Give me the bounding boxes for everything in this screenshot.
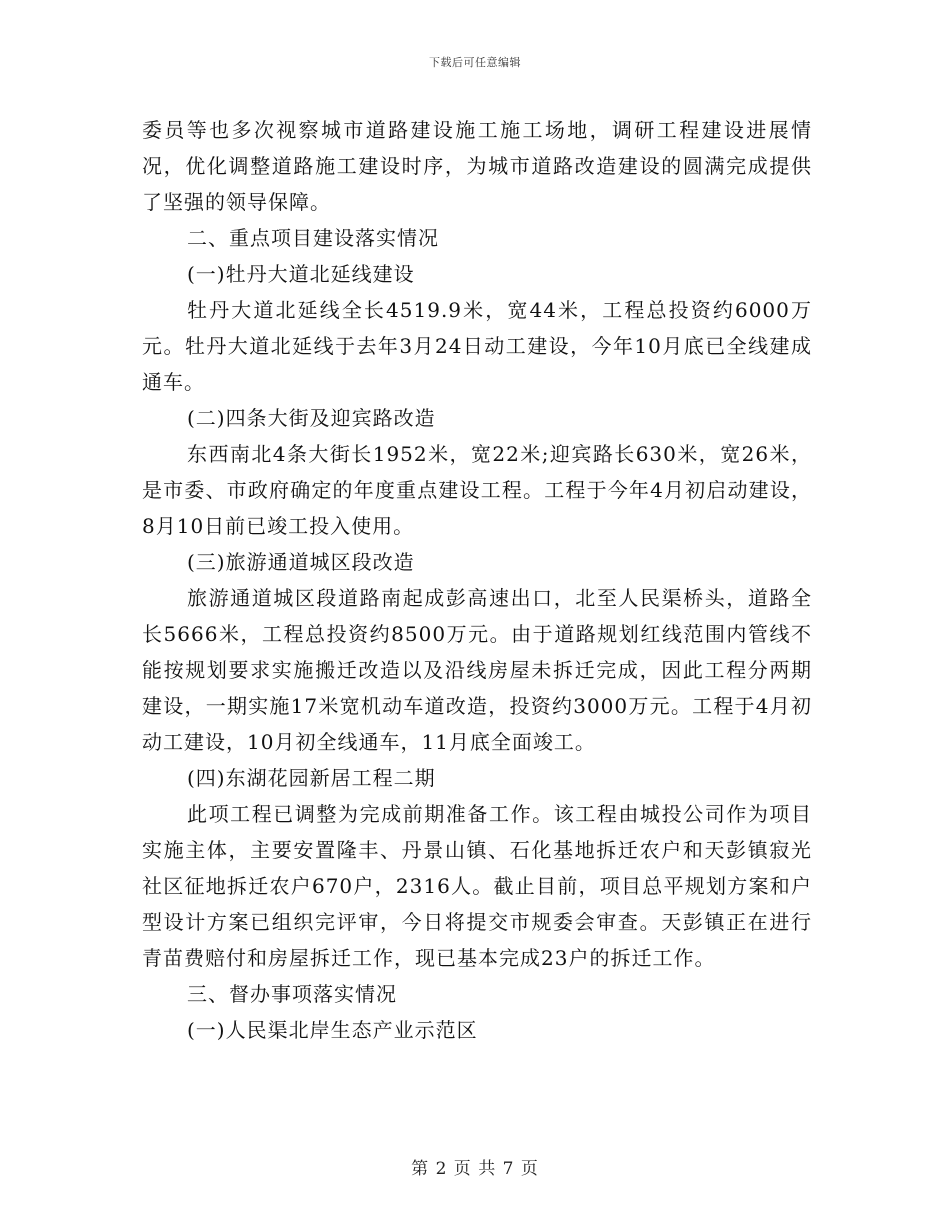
subheading-peony-avenue: (一)牡丹大道北延线建设 <box>187 262 415 286</box>
page-number: 第 2 页 共 7 页 <box>411 1159 539 1179</box>
subheading-four-streets: (二)四条大街及迎宾路改造 <box>187 406 436 430</box>
paragraph-tourism-road: 旅游通道城区段道路南起成彭高速出口，北至人民渠桥头，道路全长5666米，工程总投资约8500万元。由于道路规划红线范围内管线不能按规划要求实施搬迁改造以及沿线房屋未拆迁完成，因此工程分两期建设，一期实施17米宽机动车道改造，投资约3000万元。工程于4月初动工建设，10月初全线通车，11月底全面竣工。 <box>142 586 812 754</box>
document-body <box>142 112 812 1048</box>
subheading-tourism-road: (三)旅游通道城区段改造 <box>187 550 415 574</box>
section-heading-3: 三、督办事项落实情况 <box>187 982 397 1006</box>
section-heading-2: 二、重点项目建设落实情况 <box>187 226 439 250</box>
paragraph-peony-avenue: 牡丹大道北延线全长4519.9米，宽44米，工程总投资约6000万元。牡丹大道北延线于去年3月24日动工建设，今年10月底已全线建成通车。 <box>142 298 812 394</box>
paragraph-four-streets: 东西南北4条大街长1952米，宽22米;迎宾路长630米，宽26米，是市委、市政府确定的年度重点建设工程。工程于今年4月初启动建设，8月10日前已竣工投入使用。 <box>142 442 812 538</box>
subheading-renmin-canal: (一)人民渠北岸生态产业示范区 <box>187 1018 478 1042</box>
paragraph-continued: 委员等也多次视察城市道路建设施工施工场地，调研工程建设进展情况，优化调整道路施工建设时序，为城市道路改造建设的圆满完成提供了坚强的领导保障。 <box>142 118 812 214</box>
page-header: 下载后可任意编辑 <box>429 56 521 69</box>
subheading-donghu-garden: (四)东湖花园新居工程二期 <box>187 766 436 790</box>
paragraph-donghu-garden: 此项工程已调整为完成前期准备工作。该工程由城投公司作为项目实施主体，主要安置隆丰、丹景山镇、石化基地拆迁农户和天彭镇寂光社区征地拆迁农户670户，2316人。截止目前，项目总平规划方案和户型设计方案已组织完评审，今日将提交市规委会审查。天彭镇正在进行青苗费赔付和房屋拆迁工作，现已基本完成23户的拆迁工作。 <box>142 802 812 970</box>
